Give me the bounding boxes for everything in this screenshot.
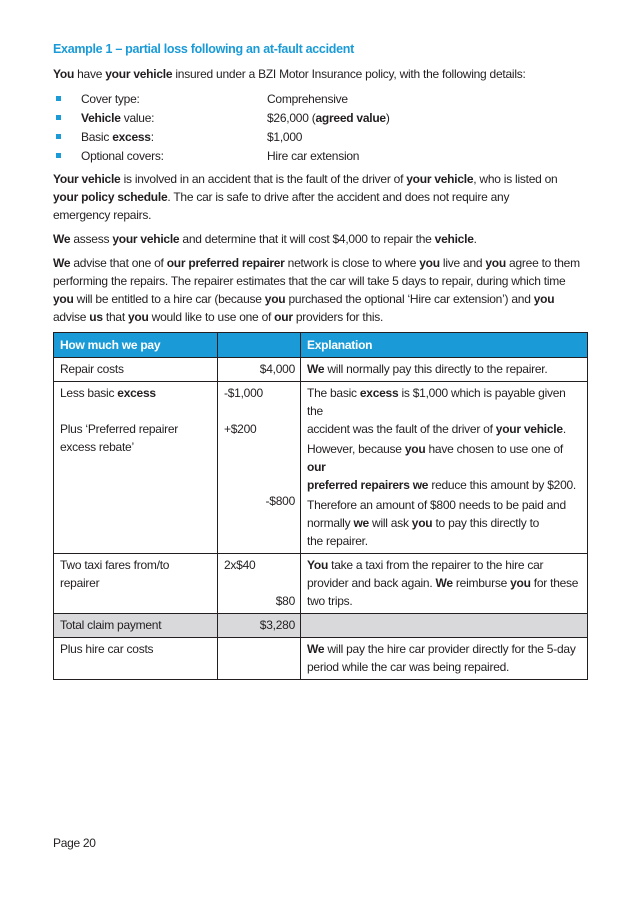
item-text xyxy=(60,556,212,592)
example-heading: Example 1 – partial loss following an at-fault accident xyxy=(53,42,354,56)
item-text xyxy=(60,420,212,456)
text-run: Plus ‘Preferred repairer xyxy=(60,422,179,436)
explanation-cell xyxy=(301,358,588,382)
text-run: Basic xyxy=(81,129,113,144)
header-how-much-we-pay: How much we pay xyxy=(54,333,218,358)
detail-label xyxy=(81,92,267,106)
explanation-text xyxy=(307,556,582,610)
detail-label xyxy=(81,149,267,163)
bold-text: You xyxy=(307,558,329,572)
detail-item xyxy=(53,146,588,165)
bold-text: your vehicle xyxy=(112,232,180,246)
text-run: value: xyxy=(120,110,155,125)
bold-text: you xyxy=(419,256,440,270)
text-run: $26,000 ( xyxy=(267,110,316,125)
text-run: two trips. xyxy=(307,594,353,608)
text-run: , who is listed on xyxy=(473,172,558,186)
text-run: . xyxy=(562,422,566,436)
table-body xyxy=(54,358,588,680)
bold-text: your vehicle xyxy=(105,67,173,81)
bold-text: you xyxy=(127,310,149,324)
amount-cell xyxy=(218,382,301,554)
bold-text: Vehicle xyxy=(81,110,121,125)
detail-value xyxy=(267,92,348,106)
text-run: emergency repairs. xyxy=(53,208,152,222)
bold-text: excess xyxy=(117,386,156,400)
bold-text: agreed value xyxy=(315,110,386,125)
text-run: performing the repairs. The repairer estimates that the car will take 5 days to repair, during which time xyxy=(53,274,566,288)
text-run: ) xyxy=(385,110,390,125)
bold-text: We xyxy=(435,576,453,590)
text-run: will be entitled to a hire car (because xyxy=(73,292,265,306)
square-bullet-icon xyxy=(56,96,61,101)
bold-text: We xyxy=(307,362,325,376)
explanation-text xyxy=(307,440,582,494)
text-run: accident was the fault of the driver of xyxy=(307,422,496,436)
bold-text: our preferred repairer xyxy=(166,256,285,270)
explanation-cell xyxy=(301,614,588,638)
text-run: the repairer. xyxy=(307,534,368,548)
scenario-paragraph xyxy=(53,170,588,224)
amount-value: -$800 xyxy=(265,494,295,508)
text-run: that xyxy=(102,310,128,324)
text-run: agree to them xyxy=(505,256,580,270)
amount-cell xyxy=(218,358,301,382)
bold-text: our xyxy=(307,460,326,474)
item-cell xyxy=(54,382,218,554)
document-page xyxy=(53,40,588,680)
total-row xyxy=(54,614,588,638)
detail-item xyxy=(53,108,588,127)
text-run: Comprehensive xyxy=(267,91,348,106)
amount-value: 2x$40 xyxy=(224,558,256,572)
table-row xyxy=(54,382,588,554)
text-run: $1,000 xyxy=(267,129,303,144)
detail-label xyxy=(81,130,267,144)
amount-cell xyxy=(218,638,301,680)
spacer xyxy=(224,456,295,474)
text-run: is $1,000 which is payable given the xyxy=(307,386,566,418)
bold-text: you xyxy=(404,442,426,456)
text-run: to pay this directly to xyxy=(432,516,540,530)
item-text xyxy=(60,616,212,634)
square-bullet-icon xyxy=(56,115,61,120)
text-run: providers for this. xyxy=(292,310,384,324)
bold-text: excess xyxy=(112,129,151,144)
spacer xyxy=(224,402,295,420)
text-run: reimburse xyxy=(452,576,511,590)
explanation-cell xyxy=(301,638,588,680)
payment-table xyxy=(53,332,588,680)
detail-item xyxy=(53,89,588,108)
text-run: Therefore an amount of $800 needs to be paid and xyxy=(307,498,566,512)
table-row xyxy=(54,554,588,614)
text-run: insured under a BZI Motor Insurance policy, with the following details: xyxy=(172,67,526,81)
bold-text: We xyxy=(53,256,71,270)
text-run: Plus hire car costs xyxy=(60,642,154,656)
text-run: . The car is safe to drive after the accident and does not require any xyxy=(167,190,510,204)
item-text xyxy=(60,384,212,402)
bold-text: vehicle xyxy=(434,232,474,246)
explanation-text xyxy=(307,384,582,438)
detail-value xyxy=(267,149,359,163)
amount-value: +$200 xyxy=(224,422,257,436)
item-text xyxy=(60,402,212,420)
bold-text: excess xyxy=(359,386,399,400)
text-run: assess xyxy=(70,232,113,246)
item-cell xyxy=(54,614,218,638)
text-run: have xyxy=(74,67,106,81)
amount-value: -$1,000 xyxy=(224,386,263,400)
intro-paragraph xyxy=(53,65,588,83)
scenario-paragraph xyxy=(53,254,588,326)
item-cell xyxy=(54,358,218,382)
item-cell xyxy=(54,554,218,614)
item-text xyxy=(60,360,212,378)
text-run: period while the car was being repaired. xyxy=(307,660,510,674)
bold-text: you xyxy=(264,292,286,306)
table-row xyxy=(54,358,588,382)
bold-text: us xyxy=(89,310,103,324)
text-run: provider and back again. xyxy=(307,576,436,590)
text-run: Optional covers: xyxy=(81,148,164,163)
spacer xyxy=(224,474,295,492)
text-run: advise that one of xyxy=(70,256,167,270)
header-amount xyxy=(218,333,301,358)
detail-label xyxy=(81,111,267,125)
text-run: advise xyxy=(53,310,90,324)
bold-text: you xyxy=(485,256,506,270)
bold-text: you xyxy=(533,292,555,306)
bold-text: preferred repairers we xyxy=(307,478,429,492)
text-run: . xyxy=(473,232,477,246)
text-run: The basic xyxy=(307,386,360,400)
item-text xyxy=(60,640,212,658)
explanation-cell xyxy=(301,382,588,554)
amount-cell xyxy=(218,554,301,614)
text-run: purchased the optional ‘Hire car extension’) and xyxy=(285,292,534,306)
detail-value xyxy=(267,130,302,144)
text-run: will ask xyxy=(368,516,412,530)
amount-cell xyxy=(218,614,301,638)
amount-value: $4,000 xyxy=(259,362,295,376)
bold-text: You xyxy=(53,67,75,81)
text-run: and determine that it will cost $4,000 to repair the xyxy=(179,232,435,246)
bold-text: our xyxy=(274,310,293,324)
text-run: However, because xyxy=(307,442,405,456)
bold-text: We xyxy=(307,642,325,656)
square-bullet-icon xyxy=(56,134,61,139)
scenario-paragraph xyxy=(53,230,588,248)
bold-text: your policy schedule xyxy=(53,190,168,204)
item-cell xyxy=(54,638,218,680)
table-row xyxy=(54,638,588,680)
bold-text: your vehicle xyxy=(406,172,474,186)
bold-text: you xyxy=(411,516,433,530)
text-run: Two taxi fares from/to xyxy=(60,558,170,572)
bold-text: we xyxy=(353,516,369,530)
text-run: Repair costs xyxy=(60,362,124,376)
text-run: Hire car extension xyxy=(267,148,360,163)
text-run: normally xyxy=(307,516,354,530)
bold-text: you xyxy=(53,292,74,306)
bold-text: We xyxy=(53,232,71,246)
detail-value xyxy=(267,111,390,125)
text-run: will normally pay this directly to the repairer. xyxy=(324,362,548,376)
text-run: is involved in an accident that is the fault of the driver of xyxy=(120,172,407,186)
text-run: live and xyxy=(439,256,486,270)
explanation-text xyxy=(307,640,582,676)
spacer xyxy=(224,438,295,456)
text-run: have chosen to use one of xyxy=(425,442,564,456)
amount-value: $80 xyxy=(275,594,295,608)
amount-value: $3,280 xyxy=(259,618,295,632)
header-explanation: Explanation xyxy=(301,333,588,358)
text-run: : xyxy=(150,129,154,144)
page-number: Page 20 xyxy=(53,836,96,850)
scenario-paragraphs xyxy=(53,170,588,326)
table-header-row xyxy=(54,333,588,358)
bold-text: Your vehicle xyxy=(53,172,121,186)
text-run: will pay the hire car provider directly for the 5-day xyxy=(324,642,576,656)
bold-text: your vehicle xyxy=(495,422,563,436)
text-run: reduce this amount by $200. xyxy=(428,478,576,492)
text-run: Cover type: xyxy=(81,91,140,106)
bold-text: you xyxy=(510,576,531,590)
explanation-text xyxy=(307,496,582,550)
policy-details-list xyxy=(53,89,588,165)
explanation-cell xyxy=(301,554,588,614)
square-bullet-icon xyxy=(56,153,61,158)
text-run: take a taxi from the repairer to the hire car xyxy=(328,558,544,572)
text-run: for these xyxy=(530,576,579,590)
text-run: Less basic xyxy=(60,386,118,400)
detail-item xyxy=(53,127,588,146)
text-run: would like to use one of xyxy=(148,310,275,324)
text-run: network is close to where xyxy=(284,256,420,270)
text-run: excess rebate’ xyxy=(60,440,134,454)
explanation-text xyxy=(307,360,582,378)
text-run: Total claim payment xyxy=(60,618,162,632)
text-run: repairer xyxy=(60,576,100,590)
